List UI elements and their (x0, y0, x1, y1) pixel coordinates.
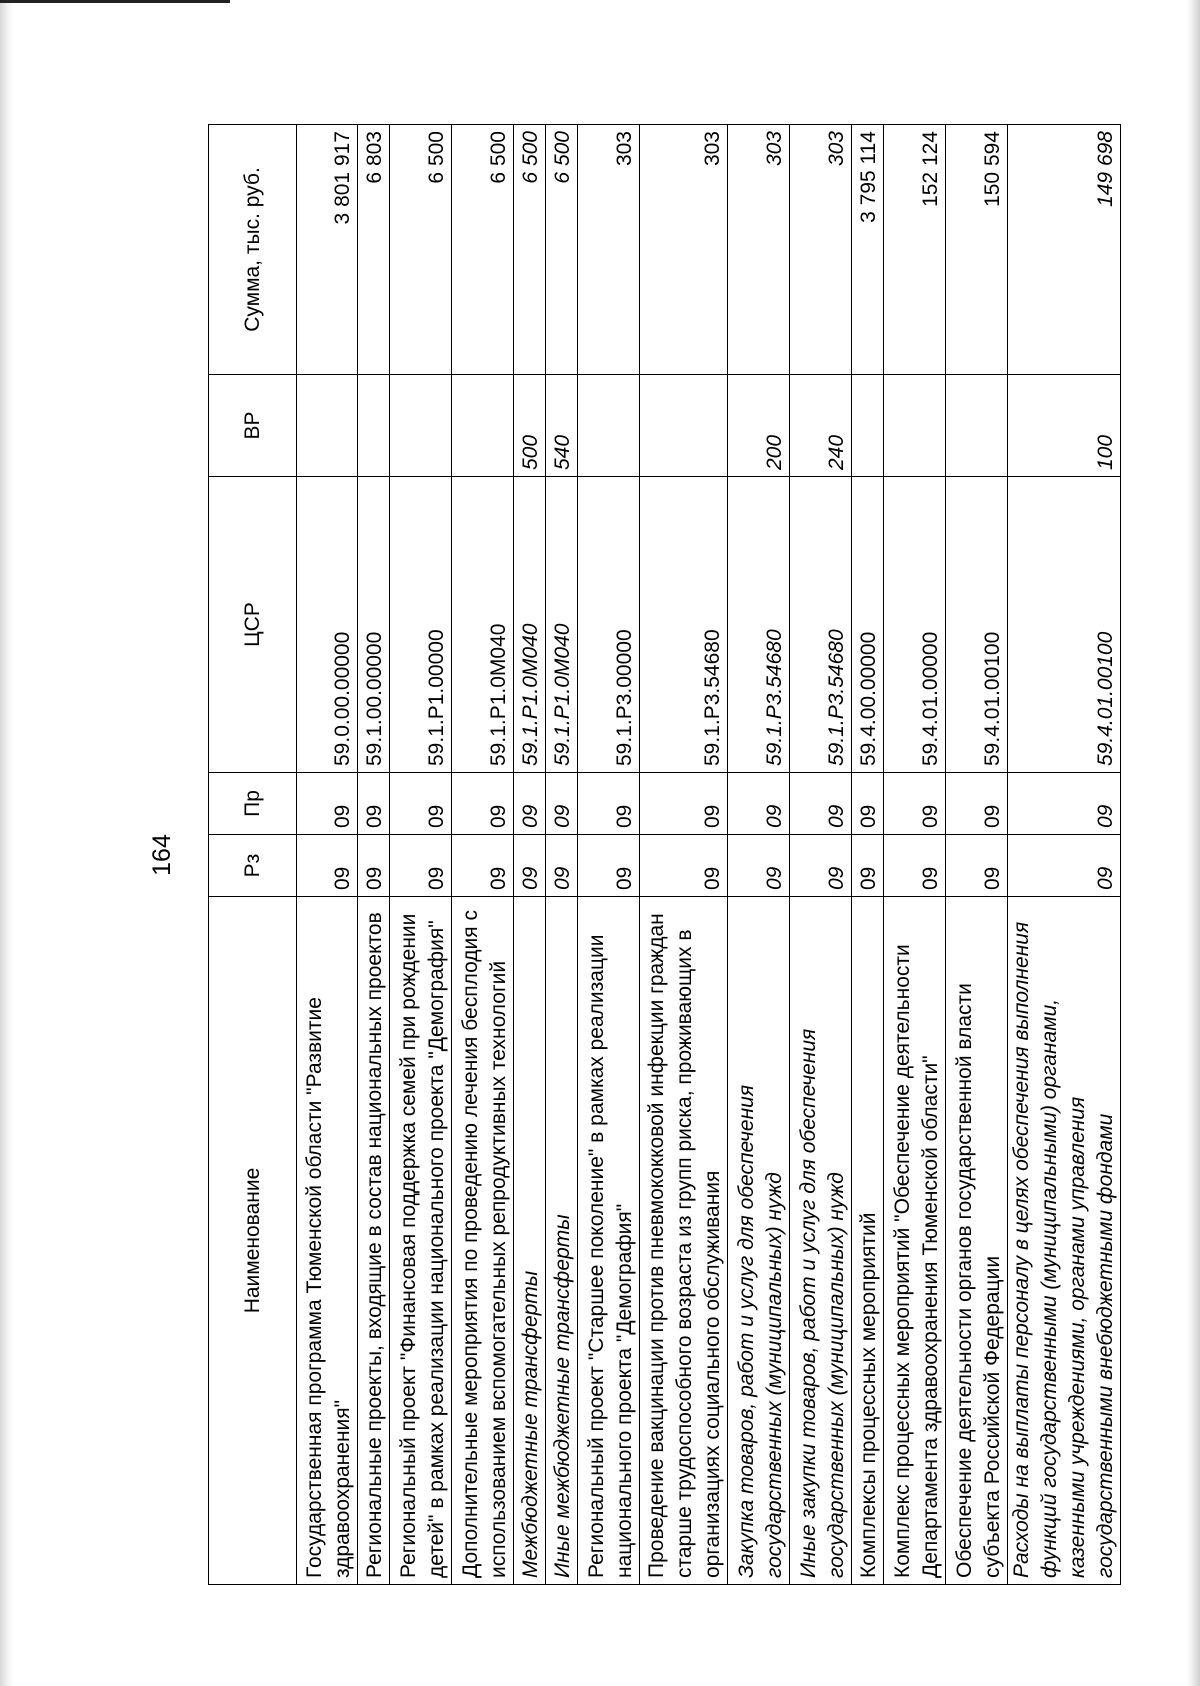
cell-vr (452, 375, 514, 477)
cell-rz: 09 (884, 835, 946, 897)
cell-vr: 540 (546, 375, 578, 477)
cell-vr (297, 375, 358, 477)
cell-vr (358, 375, 390, 477)
table-row (297, 125, 358, 1585)
cell-pr: 09 (640, 773, 728, 835)
cell-pr: 09 (452, 773, 514, 835)
cell-rz: 09 (390, 835, 452, 897)
cell-rz: 09 (946, 835, 1008, 897)
header-pr: Пр (209, 773, 297, 835)
cell-sum: 152 124 (884, 125, 946, 375)
cell-name: Межбюджетные трансферты (514, 897, 546, 1585)
cell-name: Региональные проекты, входящие в состав национальных проектов (358, 897, 390, 1585)
table-row (946, 125, 1008, 1585)
cell-rz: 09 (297, 835, 358, 897)
cell-rz: 09 (1008, 835, 1121, 897)
scan-edge-top (0, 0, 230, 3)
cell-vr (884, 375, 946, 477)
page-number: 164 (148, 834, 176, 876)
cell-pr: 09 (578, 773, 640, 835)
cell-sum: 6 500 (390, 125, 452, 375)
cell-vr: 200 (728, 375, 790, 477)
cell-csr: 59.1.P3.54680 (640, 477, 728, 773)
cell-csr: 59.4.00.00000 (852, 477, 884, 773)
cell-vr (946, 375, 1008, 477)
cell-name: Проведение вакцинации против пневмококковой инфекции граждан старше трудоспособного возраста из групп риска, проживающих в организациях социального обслуживания (640, 897, 728, 1585)
table-header-row (209, 125, 297, 1585)
cell-name: Иные закупки товаров, работ и услуг для обеспечения государственных (муниципальных) нужд (790, 897, 852, 1585)
cell-csr: 59.1.P1.0M040 (514, 477, 546, 773)
scan-edge-left (0, 0, 14, 1686)
cell-rz: 09 (452, 835, 514, 897)
table-row (852, 125, 884, 1585)
cell-pr: 09 (546, 773, 578, 835)
cell-name: Дополнительные мероприятия по проведению лечения бесплодия с использованием вспомогательных репродуктивных технологий (452, 897, 514, 1585)
cell-sum: 6 500 (514, 125, 546, 375)
cell-name: Обеспечение деятельности органов государственной власти субъекта Российской Федерации (946, 897, 1008, 1585)
cell-sum: 303 (640, 125, 728, 375)
cell-name: Закупка товаров, работ и услуг для обеспечения государственных (муниципальных) нужд (728, 897, 790, 1585)
cell-rz: 09 (852, 835, 884, 897)
cell-pr: 09 (728, 773, 790, 835)
cell-name: Расходы на выплаты персоналу в целях обеспечения выполнения функций государственными (муниципальными) органами, казенными учреждениями, органами управления государственными внебюджетными фондами (1008, 897, 1121, 1585)
cell-pr: 09 (852, 773, 884, 835)
cell-rz: 09 (578, 835, 640, 897)
cell-name: Государственная программа Тюменской области "Развитие здравоохранения" (297, 897, 358, 1585)
cell-vr: 100 (1008, 375, 1121, 477)
header-sum: Сумма, тыс. руб. (209, 125, 297, 375)
cell-pr: 09 (514, 773, 546, 835)
cell-csr: 59.1.P3.54680 (790, 477, 852, 773)
cell-pr: 09 (884, 773, 946, 835)
table-row (1008, 125, 1121, 1585)
cell-rz: 09 (790, 835, 852, 897)
cell-pr: 09 (358, 773, 390, 835)
cell-csr: 59.1.P3.54680 (728, 477, 790, 773)
cell-pr: 09 (297, 773, 358, 835)
cell-pr: 09 (390, 773, 452, 835)
cell-rz: 09 (640, 835, 728, 897)
table-row (452, 125, 514, 1585)
table-row (514, 125, 546, 1585)
cell-sum: 149 698 (1008, 125, 1121, 375)
cell-sum: 6 803 (358, 125, 390, 375)
cell-pr: 09 (946, 773, 1008, 835)
cell-csr: 59.4.01.00100 (946, 477, 1008, 773)
cell-csr: 59.0.00.00000 (297, 477, 358, 773)
cell-rz: 09 (514, 835, 546, 897)
cell-sum: 303 (578, 125, 640, 375)
table-row (390, 125, 452, 1585)
table-row (790, 125, 852, 1585)
cell-vr: 240 (790, 375, 852, 477)
budget-table (208, 124, 1121, 1585)
cell-pr: 09 (1008, 773, 1121, 835)
cell-csr: 59.1.P1.00000 (390, 477, 452, 773)
cell-csr: 59.1.00.00000 (358, 477, 390, 773)
cell-sum: 6 500 (452, 125, 514, 375)
cell-sum: 3 801 917 (297, 125, 358, 375)
cell-csr: 59.4.01.00100 (1008, 477, 1121, 773)
header-rz: Рз (209, 835, 297, 897)
scan-edge-right (1186, 0, 1200, 1686)
cell-name: Региональный проект "Финансовая поддержка семей при рождении детей" в рамках реализации национального проекта "Демография" (390, 897, 452, 1585)
cell-name: Региональный проект "Старшее поколение" в рамках реализации национального проекта "Демография" (578, 897, 640, 1585)
cell-sum: 3 795 114 (852, 125, 884, 375)
cell-rz: 09 (546, 835, 578, 897)
table-row (728, 125, 790, 1585)
cell-csr: 59.1.P3.00000 (578, 477, 640, 773)
header-csr: ЦСР (209, 477, 297, 773)
cell-vr (390, 375, 452, 477)
cell-vr (852, 375, 884, 477)
cell-vr (578, 375, 640, 477)
cell-rz: 09 (728, 835, 790, 897)
table-row (884, 125, 946, 1585)
header-name: Наименование (209, 897, 297, 1585)
cell-sum: 303 (790, 125, 852, 375)
table-row (358, 125, 390, 1585)
cell-pr: 09 (790, 773, 852, 835)
table-row (578, 125, 640, 1585)
cell-name: Комплекс процессных мероприятий "Обеспечение деятельности Департамента здравоохранения Тюменской области" (884, 897, 946, 1585)
cell-name: Комплексы процессных мероприятий (852, 897, 884, 1585)
rotated-page-content (148, 125, 1117, 1585)
cell-csr: 59.1.P1.0M040 (452, 477, 514, 773)
table-row (640, 125, 728, 1585)
cell-csr: 59.4.01.00000 (884, 477, 946, 773)
cell-rz: 09 (358, 835, 390, 897)
header-vr: ВР (209, 375, 297, 477)
cell-sum: 150 594 (946, 125, 1008, 375)
cell-vr: 500 (514, 375, 546, 477)
cell-csr: 59.1.P1.0M040 (546, 477, 578, 773)
cell-sum: 6 500 (546, 125, 578, 375)
cell-name: Иные межбюджетные трансферты (546, 897, 578, 1585)
cell-vr (640, 375, 728, 477)
cell-sum: 303 (728, 125, 790, 375)
table-row (546, 125, 578, 1585)
